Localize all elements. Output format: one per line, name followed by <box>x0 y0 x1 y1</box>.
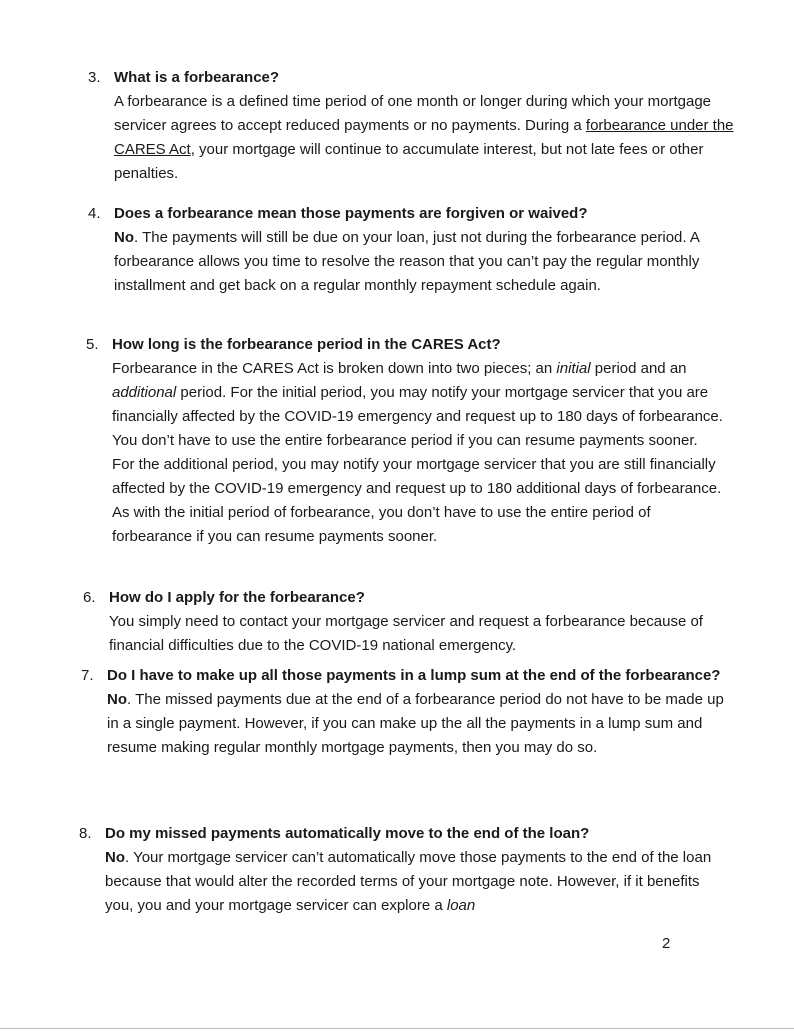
item-number: 4. <box>88 205 101 222</box>
question-heading: Do I have to make up all those payments in a lump sum at the end of the forbearance? <box>107 667 721 684</box>
answer-text <box>105 846 725 918</box>
answer-segment: A forbearance is a defined time period of one month or longer during which your mortgage servicer agrees to accept reduced payments or no payments. During a <box>114 93 712 134</box>
faq-item-3 <box>88 66 734 186</box>
answer-paragraph <box>112 357 732 453</box>
answer-segment: . Your mortgage servicer can’t automatically move those payments to the end of the loan because that would alter the recorded terms of your mortgage note. However, if it benefits you, you and your mortgage servicer can explore a <box>105 849 712 914</box>
faq-item-7 <box>81 664 727 760</box>
item-number: 3. <box>88 69 101 86</box>
faq-item-8 <box>79 822 725 918</box>
question-heading: Do my missed payments automatically move to the end of the loan? <box>105 825 590 842</box>
question-heading: How long is the forbearance period in the CARES Act? <box>112 336 501 353</box>
page-divider <box>0 1028 794 1029</box>
item-number: 6. <box>83 589 96 606</box>
answer-text: You simply need to contact your mortgage servicer and request a forbearance because of financial difficulties due to the COVID-19 national emergency. <box>109 613 703 654</box>
answer-paragraph: For the additional period, you may notify your mortgage servicer that you are still financially affected by the COVID-19 emergency and request up to 180 additional days of forbearance. As with the initial period of forbearance, you don’t have to use the entire period of forbearance if you can resume payments sooner. <box>112 456 722 545</box>
answer-text <box>114 226 734 298</box>
question-heading: How do I apply for the forbearance? <box>109 589 365 606</box>
answer-segment: . The missed payments due at the end of a forbearance period do not have to be made up in a single payment. However, if you can make up the all the payments in a lump sum and resume making regular monthly mortgage payments, then you may do so. <box>107 691 724 756</box>
cares-act-link[interactable]: forbearance under the CARES Act <box>114 117 734 158</box>
faq-item-5 <box>86 333 732 549</box>
item-number: 8. <box>79 825 92 842</box>
answer-segment: . The payments will still be due on your loan, just not during the forbearance period. A forbearance allows you time to resolve the reason that you can’t pay the regular monthly installment and get back on a regular monthly repayment schedule again. <box>114 229 700 294</box>
answer-emphasis: loan <box>446 897 476 914</box>
answer-text <box>107 688 727 760</box>
faq-item-6 <box>83 586 729 658</box>
answer-segment: period and an <box>590 360 687 377</box>
faq-item-4 <box>88 202 734 298</box>
answer-text <box>112 357 732 549</box>
answer-text <box>114 90 734 186</box>
answer-lead: No <box>107 691 127 708</box>
answer-lead: No <box>105 849 125 866</box>
item-number: 7. <box>81 667 94 684</box>
question-heading: Does a forbearance mean those payments are forgiven or waived? <box>114 205 588 222</box>
answer-emphasis: initial <box>556 360 591 377</box>
question-heading: What is a forbearance? <box>114 69 280 86</box>
answer-segment: , your mortgage will continue to accumulate interest, but not late fees or other penalties. <box>114 141 704 182</box>
answer-lead: No <box>114 229 134 246</box>
page-number: 2 <box>662 935 671 952</box>
answer-segment: Forbearance in the CARES Act is broken down into two pieces; an <box>112 360 557 377</box>
item-number: 5. <box>86 336 99 353</box>
answer-segment: period. For the initial period, you may notify your mortgage servicer that you are financially affected by the COVID-19 emergency and request up to 180 days of forbearance. You don’t have to use the entire forbearance period if you can resume payments sooner. <box>112 384 723 449</box>
answer-emphasis: additional <box>112 384 177 401</box>
